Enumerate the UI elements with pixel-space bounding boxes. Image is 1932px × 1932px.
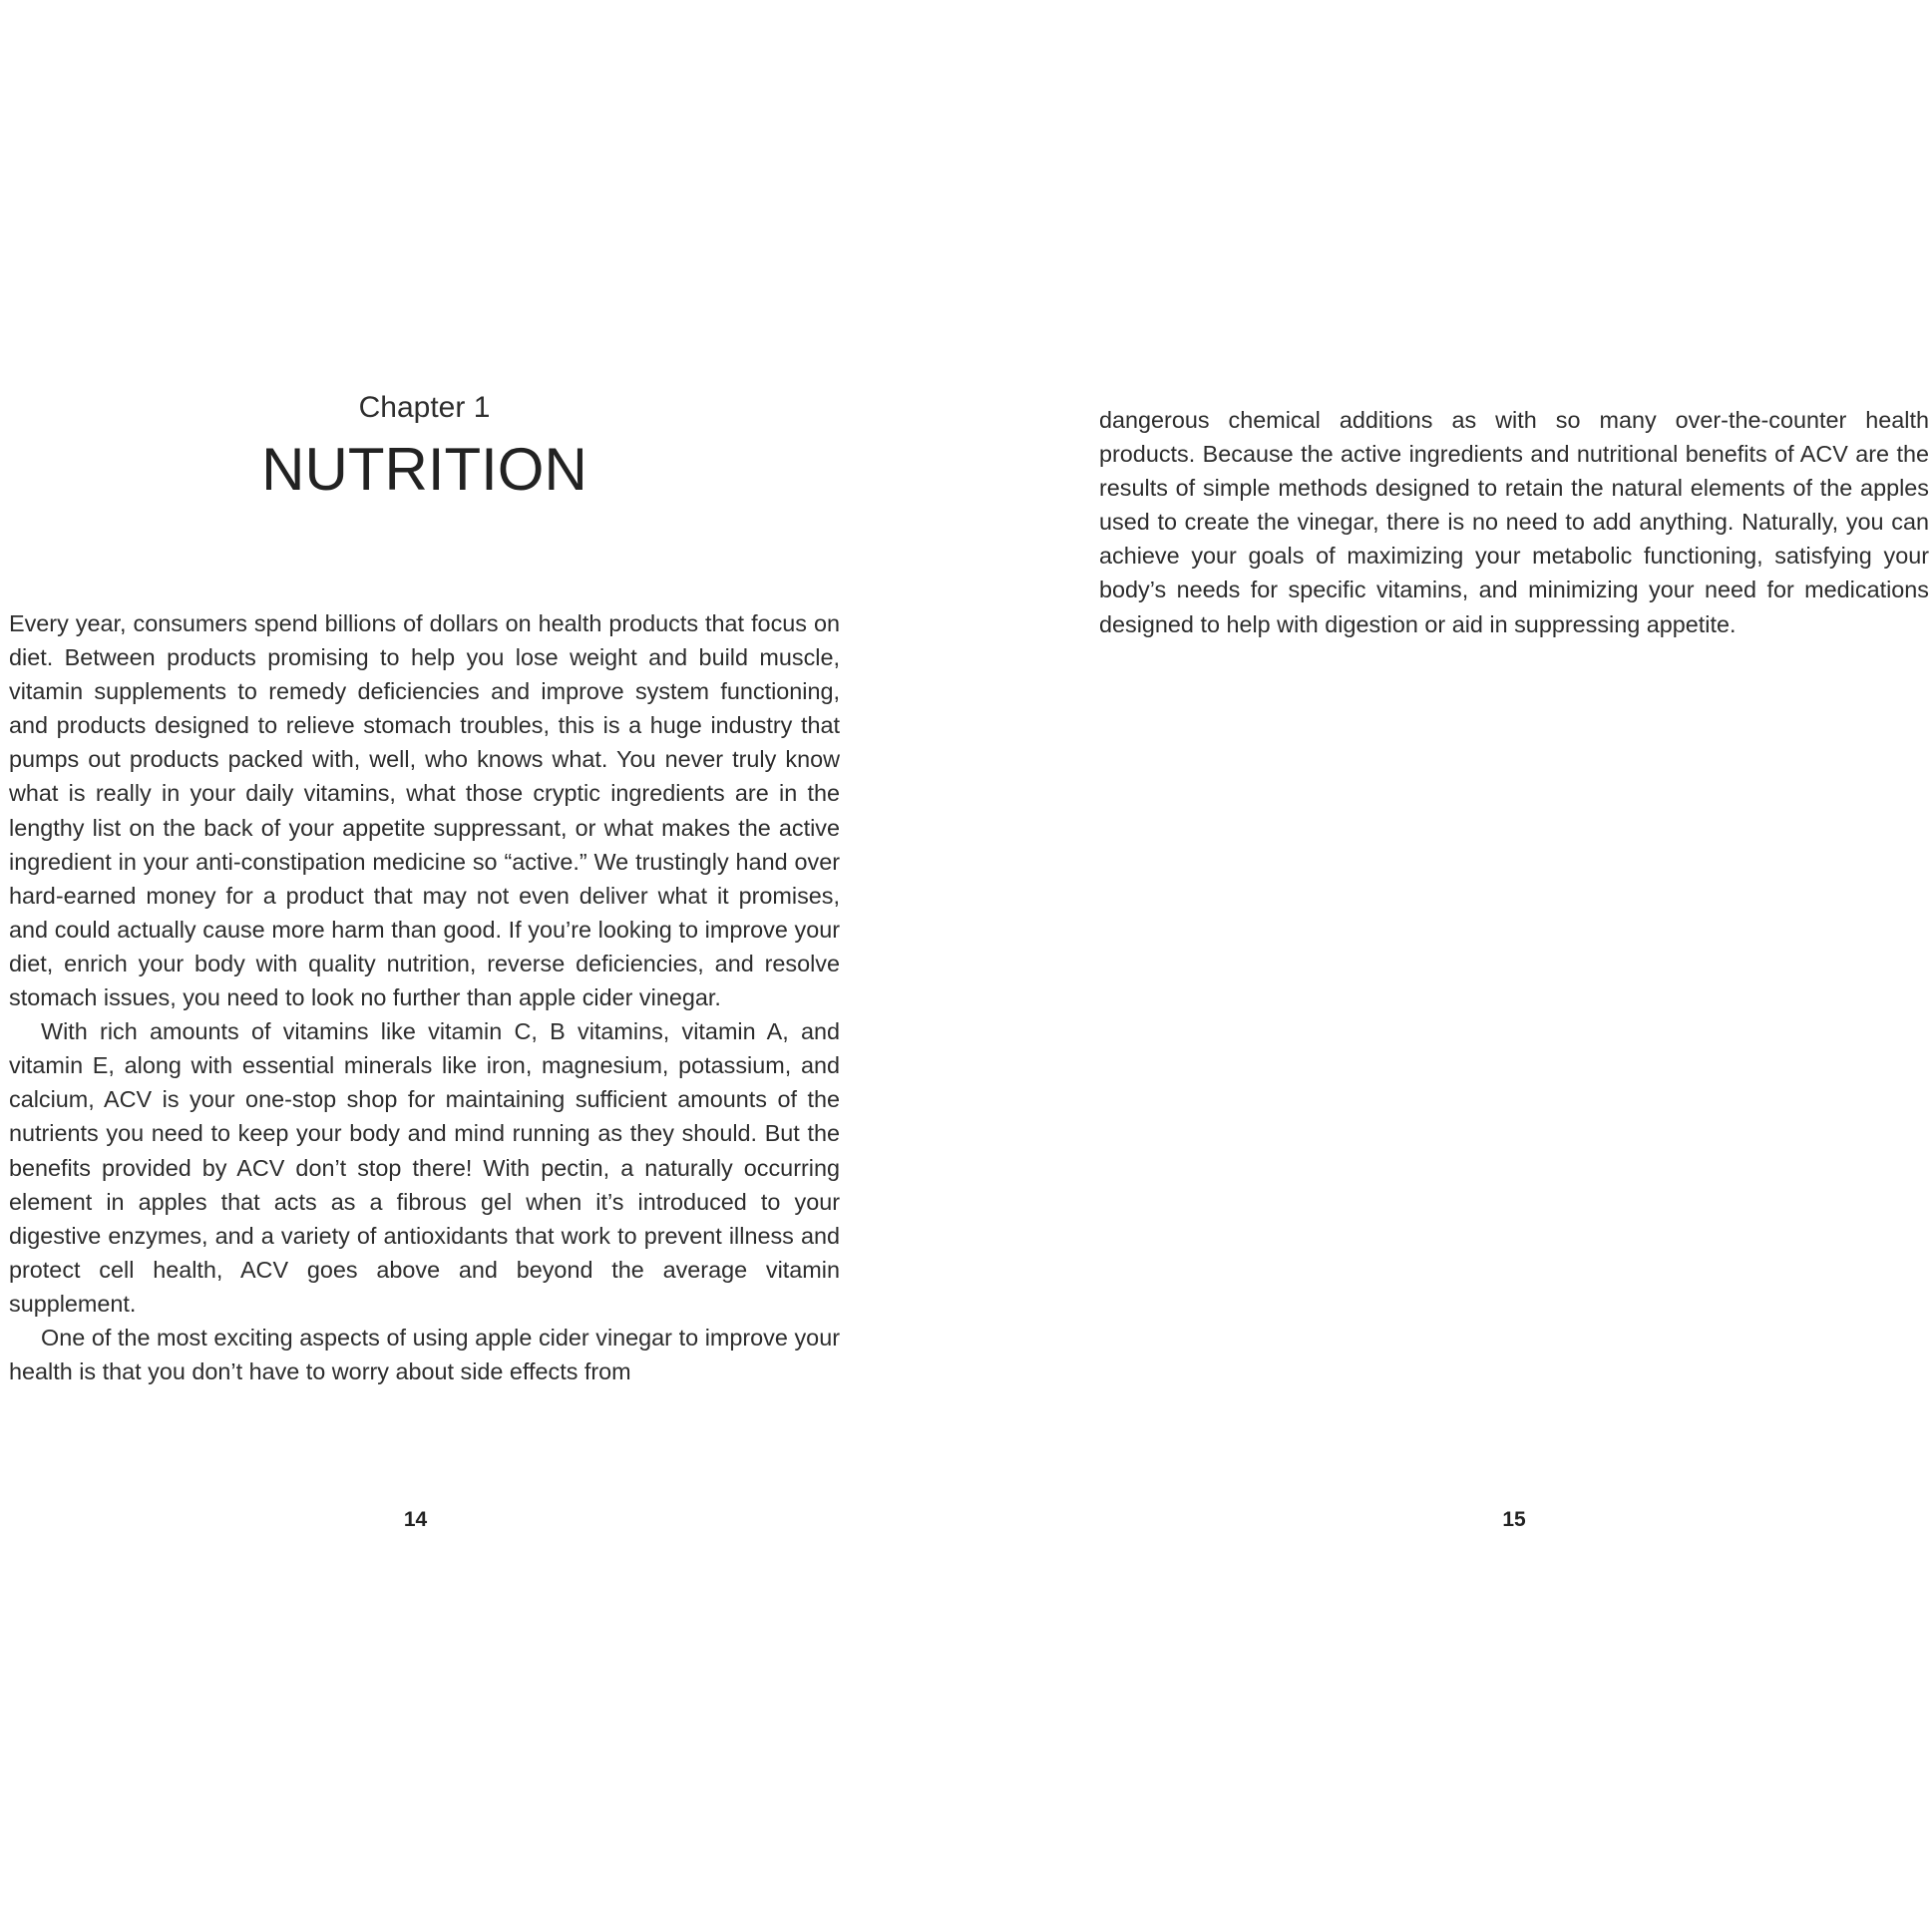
chapter-title: NUTRITION — [261, 436, 587, 503]
chapter-label: Chapter 1 — [358, 391, 491, 424]
paragraph: dangerous chemical additions as with so many over-the-counter health products. Because the active ingredients and nutritional benefits of ACV are the results of simple methods designed to retain the natural elements of the apples used to create the vinegar, there is no need to add anything. Naturally, you can achieve your goals of maximizing your metabolic functioning, satisfying your body’s needs for specific vitamins, and minimizing your need for medications designed to help with digestion or aid in suppressing appetite. — [1099, 407, 1929, 637]
paragraph: One of the most exciting aspects of using apple cider vinegar to improve your health is that you don’t have to worry about side effects from — [9, 1324, 840, 1385]
right-page-body — [1099, 403, 1929, 641]
paragraph: Every year, consumers spend billions of dollars on health products that focus on diet. Between products promising to help you lose weight and build muscle, vitamin supplements to remedy deficiencies and improve system functioning, and products designed to relieve stomach troubles, this is a huge industry that pumps out products packed with, well, who knows what. You never truly know what is really in your daily vitamins, what those cryptic ingredients are in the lengthy list on the back of your appetite suppressant, or what makes the active ingredient in your anti-constipation medicine so “active.” We trustingly hand over hard-earned money for a product that may not even deliver what it promises, and could actually cause more harm than good. If you’re looking to improve your diet, enrich your body with quality nutrition, reverse deficiencies, and resolve stomach issues, you need to look no further than apple cider vinegar. — [9, 610, 840, 1011]
paragraph: With rich amounts of vitamins like vitamin C, B vitamins, vitamin A, and vitamin E, along with essential minerals like iron, magnesium, potassium, and calcium, ACV is your one-stop shop for maintaining sufficient amounts of the nutrients you need to keep your body and mind running as they should. But the benefits provided by ACV don’t stop there! With pectin, a naturally occurring element in apples that acts as a fibrous gel when it’s introduced to your digestive enzymes, and a variety of antioxidants that work to prevent illness and protect cell health, ACV goes above and beyond the average vitamin supplement. — [9, 1018, 840, 1317]
left-page-body — [9, 606, 840, 1388]
page-number-left: 14 — [403, 1508, 428, 1531]
page-number-right: 15 — [1502, 1508, 1526, 1531]
